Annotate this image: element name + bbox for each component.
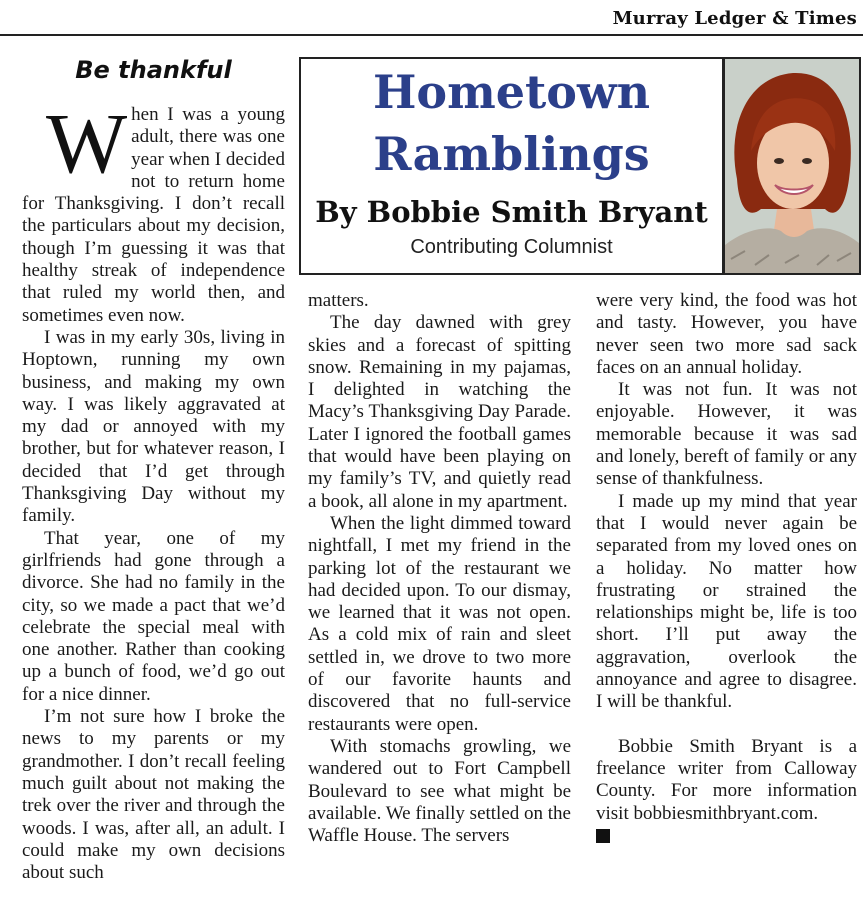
paragraph-2: I was in my early 30s, living in Hoptown, running my own business, and making my own way. I was likely aggravated at my dad or annoyed with my brother, but for whatever reason, I decided that I’d get through Thanksgiving Day without my family.	[22, 326, 285, 527]
author-bio-text: Bobbie Smith Bryant is a freelance writer from Calloway County. For more information visit bobbiesmithbryant.com.	[596, 735, 857, 824]
paragraph-3: That year, one of my girlfriends had gone through a divorce. She had no family in the city, so we made a pact that we’d celebrate the special meal with one another. Rather than cooking up a bunch of food, we’d go out for a nice dinner.	[22, 527, 285, 705]
column-title-line-1: Hometown	[372, 65, 651, 119]
paragraph-5: The day dawned with grey skies and a forecast of spitting snow. Remaining in my pajamas, I delighted in watching the Macy’s Thanksgiving Day Parade. Later I ignored the football games that would have been playing on my family’s TV, and quietly read a book, all alone in my apartment.	[308, 312, 571, 512]
byline: By Bobbie Smith Bryant	[315, 195, 708, 229]
author-role: Contributing Columnist	[410, 236, 613, 258]
article-column-3	[596, 290, 857, 847]
paragraph-7-start: With stomachs growling, we wandered out to Fort Campbell Boulevard to see what might be available. We finally settled on the Waffle House. The servers	[308, 735, 571, 847]
author-portrait-image	[725, 59, 859, 273]
drop-cap: W	[46, 95, 128, 191]
paragraph-4-start: I’m not sure how I broke the news to my parents or my grandmother. I don’t recall feeling much guilt about not making the trek over the river and through the woods. I was, after all, an adult. I could make my own decisions about such	[22, 706, 285, 884]
publication-name: Murray Ledger & Times	[612, 8, 857, 29]
article-column-2	[308, 290, 571, 847]
paragraph-9: I made up my mind that year that I would never again be separated from my loved ones on a holiday. No matter how frustrating or strained the relationships might be, life is too short. I’ll put away the aggravation, overlook the annoyance and agree to disagree. I will be thankful.	[596, 490, 857, 713]
article-headline: Be thankful	[75, 56, 232, 84]
end-mark-icon	[596, 829, 610, 843]
article-column-1	[22, 95, 285, 884]
author-photo	[723, 57, 861, 275]
column-title-line-2: Ramblings	[373, 127, 650, 181]
author-bio	[596, 736, 857, 847]
paragraph-7-end: were very kind, the food was hot and tasty. However, you have never seen two more sad sack faces on an annual holiday.	[596, 290, 857, 378]
paragraph-4-end: matters.	[308, 290, 369, 311]
column-header-box	[299, 57, 724, 275]
masthead	[0, 0, 863, 34]
paragraph-8: It was not fun. It was not enjoyable. However, it was memorable because it was sad and lonely, bereft of family or any sense of thankfulness.	[596, 379, 857, 490]
paragraph-1	[22, 95, 285, 327]
paragraph-6: When the light dimmed toward nightfall, I met my friend in the parking lot of the restaurant we had decided upon. To our dismay, we learned that it was not open. As a cold mix of rain and sleet settled in, we drove to two more of our favorite haunts and discovered that no full-service restaurants were open.	[308, 512, 571, 735]
masthead-rule	[0, 34, 863, 36]
paragraph-1-text: hen I was a young adult, there was one year when I decided not to return home for Thanksgiving. I don’t recall the particulars about my decision, though I’m guessing it was that healthy streak of independence that ruled my world then, and sometimes even now.	[22, 104, 285, 326]
